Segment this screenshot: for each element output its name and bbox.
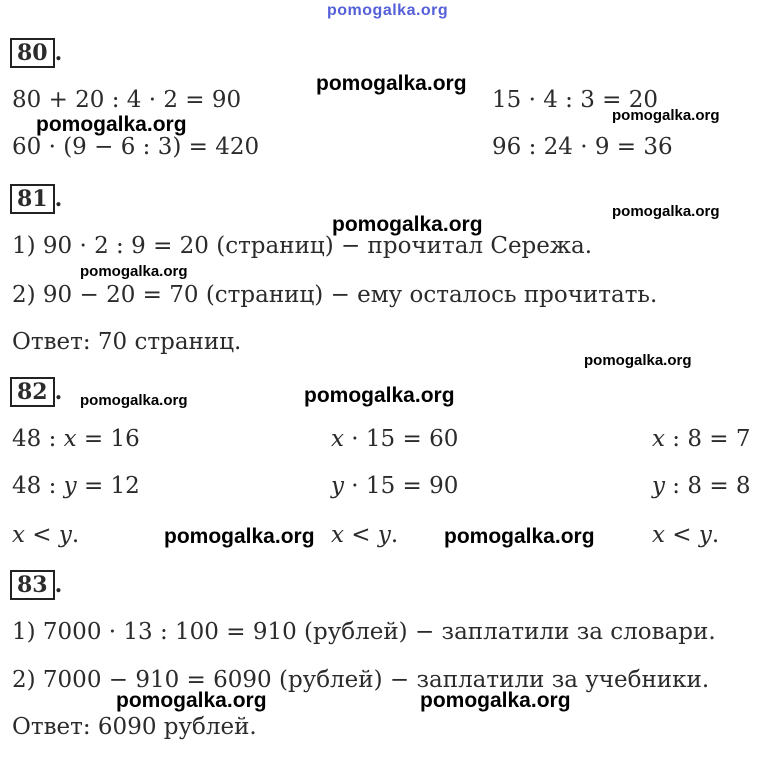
- watermark: pomogalka.org: [612, 107, 720, 124]
- watermark: pomogalka.org: [316, 72, 467, 95]
- task-82-eq-5: x : 8 = 7: [652, 426, 751, 452]
- task-81-line-2: 2) 90 − 20 = 70 (страниц) − ему осталось прочитать.: [12, 282, 658, 308]
- task-81-answer: Ответ: 70 страниц.: [12, 329, 242, 355]
- task-82-eq-1: 48 : x = 16: [12, 426, 140, 452]
- watermark: pomogalka.org: [36, 113, 187, 136]
- task-82-eq-3: x · 15 = 60: [331, 426, 459, 452]
- task-83-answer: Ответ: 6090 рублей.: [12, 714, 257, 740]
- watermark: pomogalka.org: [80, 392, 188, 409]
- task-80-line-2: 15 · 4 : 3 = 20: [492, 87, 658, 113]
- task-80-line-3: 60 · (9 − 6 : 3) = 420: [12, 134, 260, 160]
- watermark: pomogalka.org: [332, 213, 483, 236]
- task-83-line-1: 1) 7000 · 13 : 100 = 910 (рублей) − заплатили за словари.: [12, 619, 716, 645]
- task-83-number: 83 .: [10, 570, 62, 600]
- watermark: pomogalka.org: [116, 689, 267, 712]
- task-81-line-1: 1) 90 · 2 : 9 = 20 (страниц) − прочитал Сережа.: [12, 233, 593, 259]
- watermark: pomogalka.org: [612, 203, 720, 220]
- task-82-comparison-2: x < y.: [331, 522, 399, 548]
- watermark: pomogalka.org: [420, 689, 571, 712]
- watermark: pomogalka.org: [164, 525, 315, 548]
- watermark: pomogalka.org: [304, 384, 455, 407]
- task-82-comparison-1: x < y.: [12, 522, 80, 548]
- watermark: pomogalka.org: [444, 525, 595, 548]
- watermark: pomogalka.org: [584, 352, 692, 369]
- task-82-number: 82 .: [10, 377, 62, 407]
- task-80-line-4: 96 : 24 · 9 = 36: [492, 134, 673, 160]
- task-80-number: 80 .: [10, 38, 62, 68]
- task-82-eq-2: 48 : y = 12: [12, 473, 140, 499]
- task-82-eq-4: y · 15 = 90: [331, 473, 459, 499]
- top-watermark: pomogalka.org: [327, 2, 449, 19]
- watermark: pomogalka.org: [80, 263, 188, 280]
- task-81-number: 81 .: [10, 184, 62, 214]
- task-82-comparison-3: x < y.: [652, 522, 720, 548]
- task-80-line-1: 80 + 20 : 4 · 2 = 90: [12, 87, 242, 113]
- task-83-line-2: 2) 7000 − 910 = 6090 (рублей) − заплатили за учебники.: [12, 667, 710, 693]
- task-82-eq-6: y : 8 = 8: [652, 473, 751, 499]
